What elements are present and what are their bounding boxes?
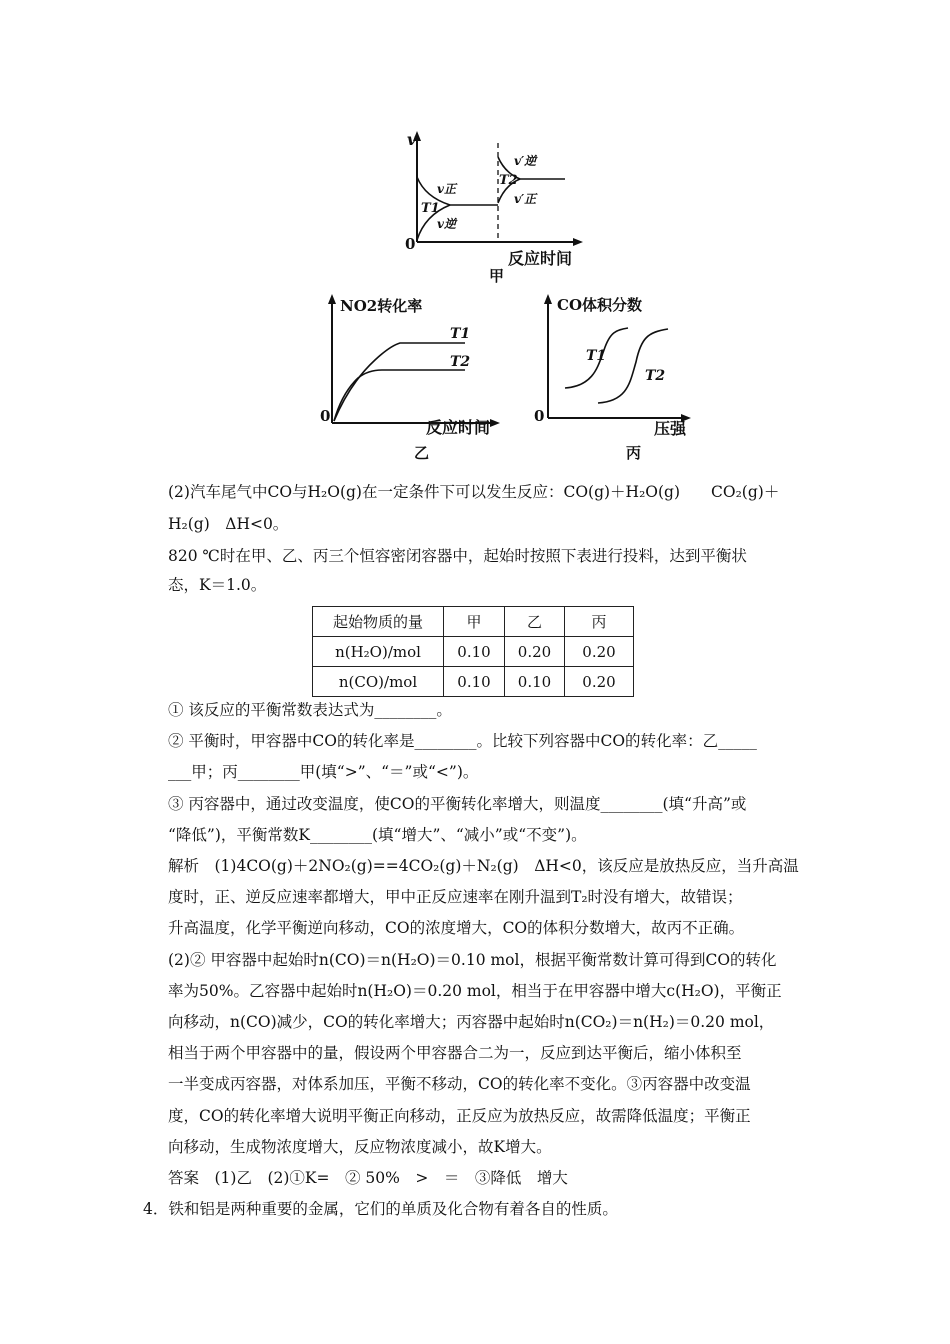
table-cell: 0.20 xyxy=(565,637,634,667)
caption-bing: 丙 xyxy=(626,444,642,462)
table-row xyxy=(313,667,634,697)
text-line-2: H₂(g) ΔH<0。 xyxy=(168,515,289,533)
text-line-15: 向移动，n(CO)减少，CO的转化率增大；丙容器中起始时n(CO₂)＝n(H₂)＝0.20 mol， xyxy=(168,1013,775,1031)
table-header-row xyxy=(313,607,634,637)
jia-x-axis-label: 反应时间 xyxy=(508,249,573,268)
answer-line: 答案 (1)乙 (2)①K= ② 50% > ＝ ③降低 增大 xyxy=(168,1169,568,1187)
figure-jia xyxy=(395,125,595,275)
caption-yi: 乙 xyxy=(414,444,430,462)
text-line-4: 态，K＝1.0。 xyxy=(168,576,267,594)
jia-v-reverse-prime-label: v′逆 xyxy=(514,154,537,168)
table-cell: n(H₂O)/mol xyxy=(313,637,444,667)
text-line-12: 升高温度，化学平衡逆向移动，CO的浓度增大，CO的体积分数增大，故丙不正确。 xyxy=(168,919,745,937)
text-line-16: 相当于两个甲容器中的量，假设两个甲容器合二为一，反应到达平衡后，缩小体积至 xyxy=(168,1044,742,1062)
table-cell: n(CO)/mol xyxy=(313,667,444,697)
text-line-18: 度，CO的转化率增大说明平衡正向移动，正反应为放热反应，故需降低温度；平衡正 xyxy=(168,1107,751,1125)
table-header-cell: 起始物质的量 xyxy=(313,607,444,637)
jia-t1-label: T1 xyxy=(421,201,440,216)
text-line-5: ① 该反应的平衡常数表达式为________。 xyxy=(168,701,452,719)
question-4-line: 4．铁和铝是两种重要的金属，它们的单质及化合物有着各自的性质。 xyxy=(143,1200,618,1218)
bing-t1-label: T1 xyxy=(586,348,607,364)
bing-x-axis-label: 压强 xyxy=(654,419,687,438)
jia-origin-label: 0 xyxy=(405,235,416,253)
text-line-1: (2)汽车尾气中CO与H₂O(g)在一定条件下可以发生反应：CO(g)＋H₂O(g) CO₂(g)＋ xyxy=(168,483,780,501)
table-cell: 0.10 xyxy=(505,667,565,697)
bing-y-axis-label: CO体积分数 xyxy=(557,296,643,314)
yi-origin-label: 0 xyxy=(320,407,331,425)
figure-yi xyxy=(310,288,510,438)
table-row xyxy=(313,637,634,667)
jia-t2-label: T2 xyxy=(499,173,518,188)
text-line-8: ③ 丙容器中，通过改变温度，使CO的平衡转化率增大，则温度________(填“升高”或 xyxy=(168,795,747,813)
text-line-6: ② 平衡时，甲容器中CO的转化率是________。比较下列容器中CO的转化率：乙_____ xyxy=(168,732,757,750)
jia-v-forward-label: v正 xyxy=(437,182,456,196)
text-line-17: 一半变成丙容器，对体系加压，平衡不移动，CO的转化率不变化。③丙容器中改变温 xyxy=(168,1075,751,1093)
text-line-19: 向移动，生成物浓度增大，反应物浓度减小，故K增大。 xyxy=(168,1138,552,1156)
table-cell: 0.10 xyxy=(444,637,505,667)
figure-bing xyxy=(528,288,718,438)
text-line-13: (2)② 甲容器中起始时n(CO)＝n(H₂O)＝0.10 mol，根据平衡常数计算可得到CO的转化 xyxy=(168,951,777,969)
yi-y-axis-label: NO2转化率 xyxy=(340,297,423,315)
text-line-3: 820 ℃时在甲、乙、丙三个恒容密闭容器中，起始时按照下表进行投料，达到平衡状 xyxy=(168,547,747,565)
yi-x-axis-label: 反应时间 xyxy=(426,418,491,437)
table-header-cell: 乙 xyxy=(505,607,565,637)
text-line-9: “降低”)，平衡常数K________(填“增大”、“减小”或“不变”)。 xyxy=(168,826,587,844)
jia-v-forward-prime-label: v′正 xyxy=(514,192,537,206)
table-cell: 0.20 xyxy=(565,667,634,697)
initial-amount-table xyxy=(312,606,634,697)
yi-t2-label: T2 xyxy=(450,354,471,370)
table-cell: 0.10 xyxy=(444,667,505,697)
text-line-10: 解析 (1)4CO(g)＋2NO₂(g)==4CO₂(g)＋N₂(g) ΔH<0，该反应是放热反应，当升高温 xyxy=(168,857,799,875)
yi-t1-label: T1 xyxy=(450,326,471,342)
bing-t2-label: T2 xyxy=(645,368,666,384)
jia-v-reverse-label: v逆 xyxy=(437,217,456,231)
text-line-7: ___甲；丙________甲(填“>”、“＝”或“<”)。 xyxy=(168,763,479,781)
text-line-14: 率为50%。乙容器中起始时n(H₂O)＝0.20 mol，相当于在甲容器中增大c(H₂O)，平衡正 xyxy=(168,982,782,1000)
table-header-cell: 丙 xyxy=(565,607,634,637)
table-header-cell: 甲 xyxy=(444,607,505,637)
text-line-11: 度时，正、逆反应速率都增大，甲中正反应速率在刚升温到T₂时没有增大，故错误； xyxy=(168,888,743,906)
table-cell: 0.20 xyxy=(505,637,565,667)
bing-origin-label: 0 xyxy=(534,407,545,425)
caption-jia: 甲 xyxy=(489,267,505,285)
jia-y-axis-label: v xyxy=(407,130,417,149)
